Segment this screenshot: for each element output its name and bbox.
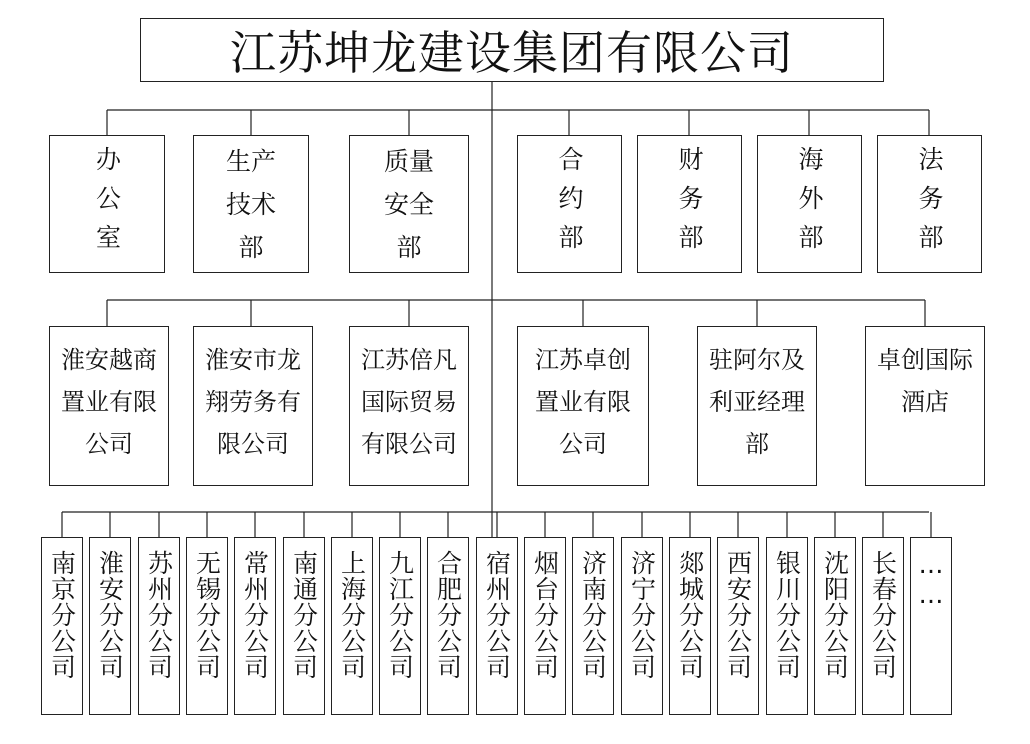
- branch-label: 苏州分公司: [144, 550, 174, 680]
- branch-label: 长春分公司: [868, 550, 898, 680]
- subsidiary-line: 置业有限: [535, 388, 631, 416]
- dept-contract: [517, 135, 622, 273]
- dept-overseas-label: 海外部: [795, 145, 824, 263]
- subsidiary-line: 驻阿尔及: [709, 346, 805, 374]
- branch-label: ……: [916, 550, 946, 610]
- company-title-box: [140, 18, 884, 82]
- branch-box: [524, 537, 566, 715]
- subsidiary-line: 翔劳务有: [205, 388, 301, 416]
- branch-box: [572, 537, 614, 715]
- subsidiary-line: 部: [745, 430, 769, 458]
- dept-line: 安全: [383, 189, 434, 219]
- dept-quality-safety: [349, 135, 469, 273]
- branch-label: 济南分公司: [578, 550, 608, 680]
- branch-box: [283, 537, 325, 715]
- branch-label: 宿州分公司: [482, 550, 512, 680]
- branch-box: [476, 537, 518, 715]
- branch-box: [427, 537, 469, 715]
- dept-office: [49, 135, 165, 273]
- branch-box: [331, 537, 373, 715]
- dept-production-tech: [193, 135, 309, 273]
- branch-label: 合肥分公司: [433, 550, 463, 680]
- branch-label: 西安分公司: [723, 550, 753, 680]
- subsidiary-huaian-yueshang: [49, 326, 169, 486]
- branch-label: 郯城分公司: [675, 550, 705, 680]
- branch-label: 南京分公司: [47, 550, 77, 680]
- dept-line: 质量: [383, 146, 434, 176]
- dept-finance-label: 财务部: [675, 145, 704, 263]
- branch-box: [717, 537, 759, 715]
- subsidiary-line: 酒店: [901, 388, 949, 416]
- branch-box: [89, 537, 131, 715]
- dept-legal-label: 法务部: [915, 145, 944, 263]
- branch-label: 沈阳分公司: [820, 550, 850, 680]
- dept-finance: [637, 135, 742, 273]
- subsidiary-zhuochuang-hotel: [865, 326, 985, 486]
- subsidiary-line: 国际贸易: [361, 388, 457, 416]
- subsidiary-line: 置业有限: [61, 388, 157, 416]
- branch-box: [910, 537, 952, 715]
- dept-overseas: [757, 135, 862, 273]
- branch-label: 上海分公司: [337, 550, 367, 680]
- branch-box: [669, 537, 711, 715]
- dept-line: 部: [238, 232, 264, 262]
- branch-label: 九江分公司: [385, 550, 415, 680]
- subsidiary-line: 淮安越商: [61, 346, 157, 374]
- subsidiary-line: 有限公司: [361, 430, 457, 458]
- subsidiary-jiangsu-zhuochuang: [517, 326, 649, 486]
- branch-label: 银川分公司: [772, 550, 802, 680]
- subsidiary-line: 限公司: [217, 430, 289, 458]
- branch-label: 烟台分公司: [530, 550, 560, 680]
- subsidiary-line: 利亚经理: [709, 388, 805, 416]
- dept-line: 生产: [225, 146, 276, 176]
- subsidiary-huaian-longxiang: [193, 326, 313, 486]
- subsidiary-line: 公司: [85, 430, 133, 458]
- dept-legal: [877, 135, 982, 273]
- branch-box: [814, 537, 856, 715]
- subsidiary-line: 淮安市龙: [205, 346, 301, 374]
- branch-label: 南通分公司: [289, 550, 319, 680]
- subsidiary-line: 江苏倍凡: [361, 346, 457, 374]
- branch-box: [621, 537, 663, 715]
- branch-box: [41, 537, 83, 715]
- subsidiary-line: 卓创国际: [877, 346, 973, 374]
- branch-box: [862, 537, 904, 715]
- dept-office-label: 办公室: [92, 145, 122, 263]
- company-title: 江苏坤龙建设集团有限公司: [230, 26, 794, 80]
- branch-box: [379, 537, 421, 715]
- branch-label: 常州分公司: [240, 550, 270, 680]
- branch-box: [186, 537, 228, 715]
- branch-label: 淮安分公司: [95, 550, 125, 680]
- branch-box: [766, 537, 808, 715]
- dept-contract-label: 合约部: [555, 145, 584, 263]
- subsidiary-line: 公司: [559, 430, 607, 458]
- branch-box: [138, 537, 180, 715]
- branch-label: 无锡分公司: [192, 550, 222, 680]
- branch-box: [234, 537, 276, 715]
- subsidiary-jiangsu-beifan: [349, 326, 469, 486]
- subsidiary-line: 江苏卓创: [535, 346, 631, 374]
- dept-line: 部: [396, 232, 422, 262]
- branch-label: 济宁分公司: [627, 550, 657, 680]
- subsidiary-algeria-office: [697, 326, 817, 486]
- dept-line: 技术: [225, 189, 276, 219]
